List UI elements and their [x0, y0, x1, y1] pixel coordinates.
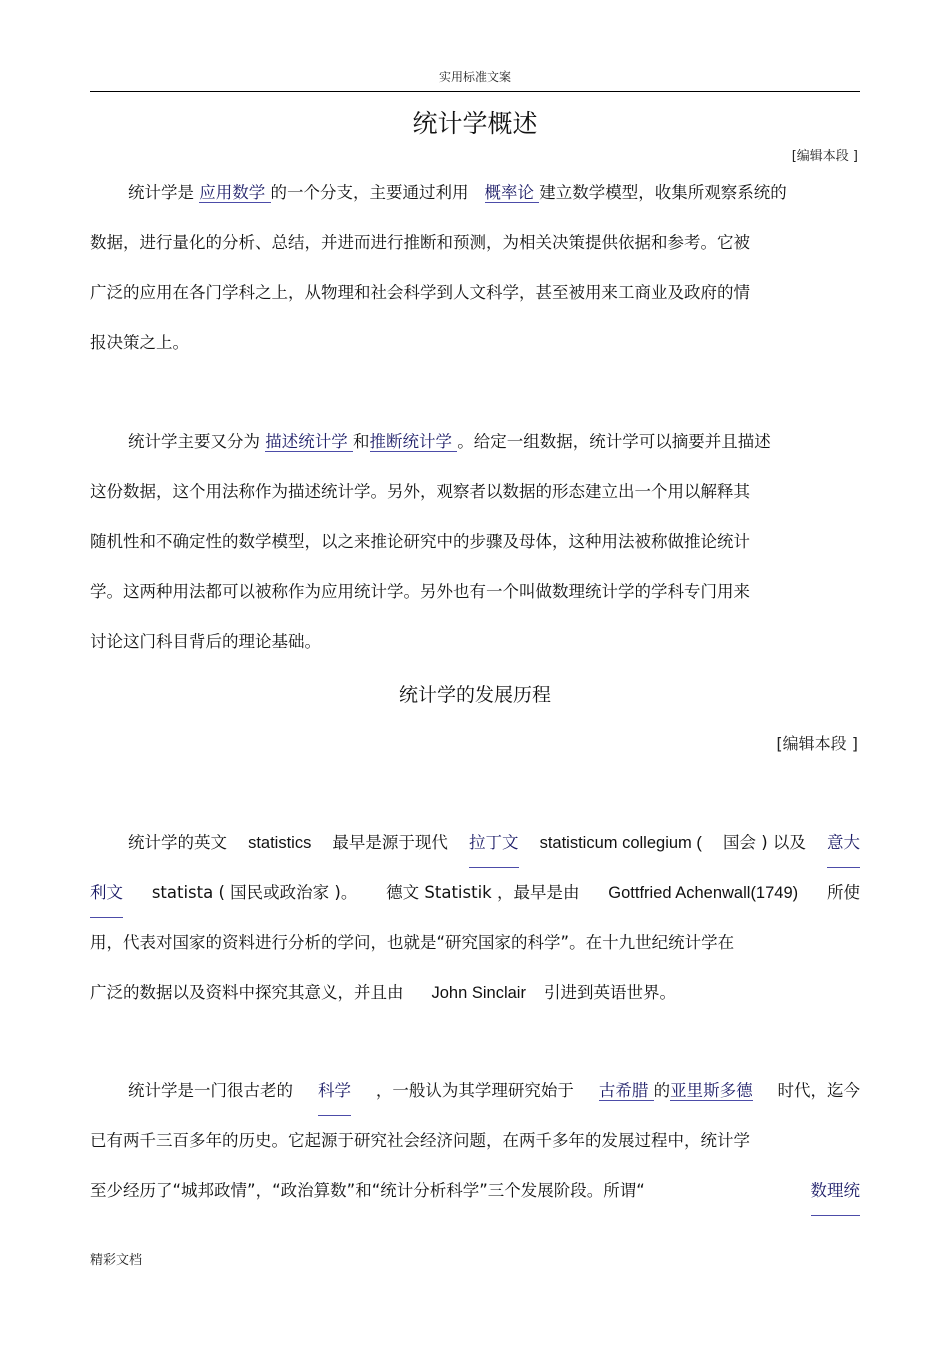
- link-italian[interactable]: 意大: [827, 818, 860, 868]
- text-line: [90, 1166, 860, 1216]
- text-run: 统计学是: [128, 183, 200, 202]
- paragraph-overview-1: [90, 168, 860, 368]
- text-run: 所使: [826, 883, 860, 902]
- text-run: 的一个分支，主要通过利用: [270, 183, 469, 202]
- text-run: 统计学是一门很古老的: [128, 1081, 293, 1100]
- text-line: 用，代表对国家的资料进行分析的学问，也就是“研究国家的科学”。在十九世纪统计学在: [90, 933, 735, 952]
- text-line: 已有两千三百多年的历史。它起源于研究社会经济问题，在两千多年的发展过程中，统计学: [90, 1131, 750, 1150]
- section-title-history: 统计学的发展历程: [398, 684, 551, 706]
- text-run: 至少经历了“城邦政情”，“政治算数”和“统计分析科学”三个发展阶段。所谓“: [90, 1181, 645, 1200]
- text-line: 广泛的应用在各门学科之上，从物理和社会科学到人文科学，甚至被用来工商业及政府的情: [90, 283, 750, 302]
- text-line: [90, 868, 860, 918]
- text-run: John Sinclair: [431, 984, 526, 1002]
- header-divider: [90, 91, 860, 92]
- paragraph-overview-2: [90, 417, 860, 667]
- page-header: 实用标准文案: [438, 70, 511, 84]
- text-line: 报决策之上。: [90, 333, 189, 352]
- text-run: 建立数学模型，收集所观察系统的: [539, 183, 787, 202]
- text-run: statista ( 国民或政治家 )。: [151, 883, 358, 902]
- text-line: 这份数据，这个用法称作为描述统计学。另外，观察者以数据的形态建立出一个用以解释其: [90, 482, 750, 501]
- text-run: 引进到英语世界。: [543, 983, 676, 1002]
- link-probability-theory[interactable]: 概率论: [484, 183, 540, 202]
- paragraph-history-2: [90, 1066, 860, 1216]
- edit-section-link[interactable]: [编辑本段 ]: [791, 149, 858, 164]
- text-run: statistics: [248, 834, 312, 852]
- text-run: ，一般认为其学理研究始于: [375, 1081, 574, 1100]
- text-line: 讨论这门科目背后的理论基础。: [90, 632, 321, 651]
- text-line: 数据，进行量化的分析、总结，并进而进行推断和预测，为相关决策提供依据和参考。它被: [90, 233, 750, 252]
- text-line: [90, 1066, 860, 1116]
- text-run: 德文 Statistik ，最早是由: [386, 883, 580, 902]
- link-descriptive-statistics[interactable]: 描述统计学: [265, 432, 353, 451]
- text-line: [90, 818, 860, 868]
- link-mathematical-statistics[interactable]: 数理统: [811, 1166, 861, 1216]
- text-run: 统计学的英文: [128, 833, 227, 852]
- link-applied-math[interactable]: 应用数学: [199, 183, 271, 202]
- text-run: 最早是源于现代: [332, 833, 448, 852]
- edit-section-link[interactable]: [编辑本段 ]: [776, 734, 858, 753]
- text-run: 广泛的数据以及资料中探究其意义，并且由: [90, 983, 404, 1002]
- link-inferential-statistics[interactable]: 推断统计学: [369, 432, 458, 451]
- text-run: 和: [353, 432, 370, 451]
- link-science[interactable]: 科学: [318, 1066, 351, 1116]
- text-line: [90, 168, 860, 218]
- link-italian[interactable]: 利文: [90, 868, 123, 918]
- paragraph-history-1: [90, 818, 860, 1018]
- section-title-overview: 统计学概述: [412, 109, 538, 138]
- text-line: [90, 968, 860, 1018]
- text-line: 随机性和不确定性的数学模型，以之来推论研究中的步骤及母体，这种用法被称做推论统计: [90, 532, 750, 551]
- text-run: 统计学主要又分为: [128, 432, 266, 451]
- link-latin[interactable]: 拉丁文: [469, 818, 519, 868]
- link-ancient-greece[interactable]: 古希腊: [598, 1081, 654, 1100]
- text-line: 学。这两种用法都可以被称作为应用统计学。另外也有一个叫做数理统计学的学科专门用来: [90, 582, 750, 601]
- text-run: 的: [653, 1081, 671, 1100]
- link-aristotle[interactable]: 亚里斯多德: [670, 1081, 753, 1100]
- text-run: 时代，迄今: [777, 1081, 860, 1100]
- text-run: statisticum collegium (: [539, 834, 702, 852]
- page-footer: 精彩文档: [90, 1253, 143, 1268]
- text-run: 。给定一组数据，统计学可以摘要并且描述: [457, 432, 771, 451]
- text-line: [90, 417, 860, 467]
- text-run: Gottfried Achenwall(1749): [608, 884, 799, 902]
- text-run: 国会 ) 以及: [722, 833, 806, 852]
